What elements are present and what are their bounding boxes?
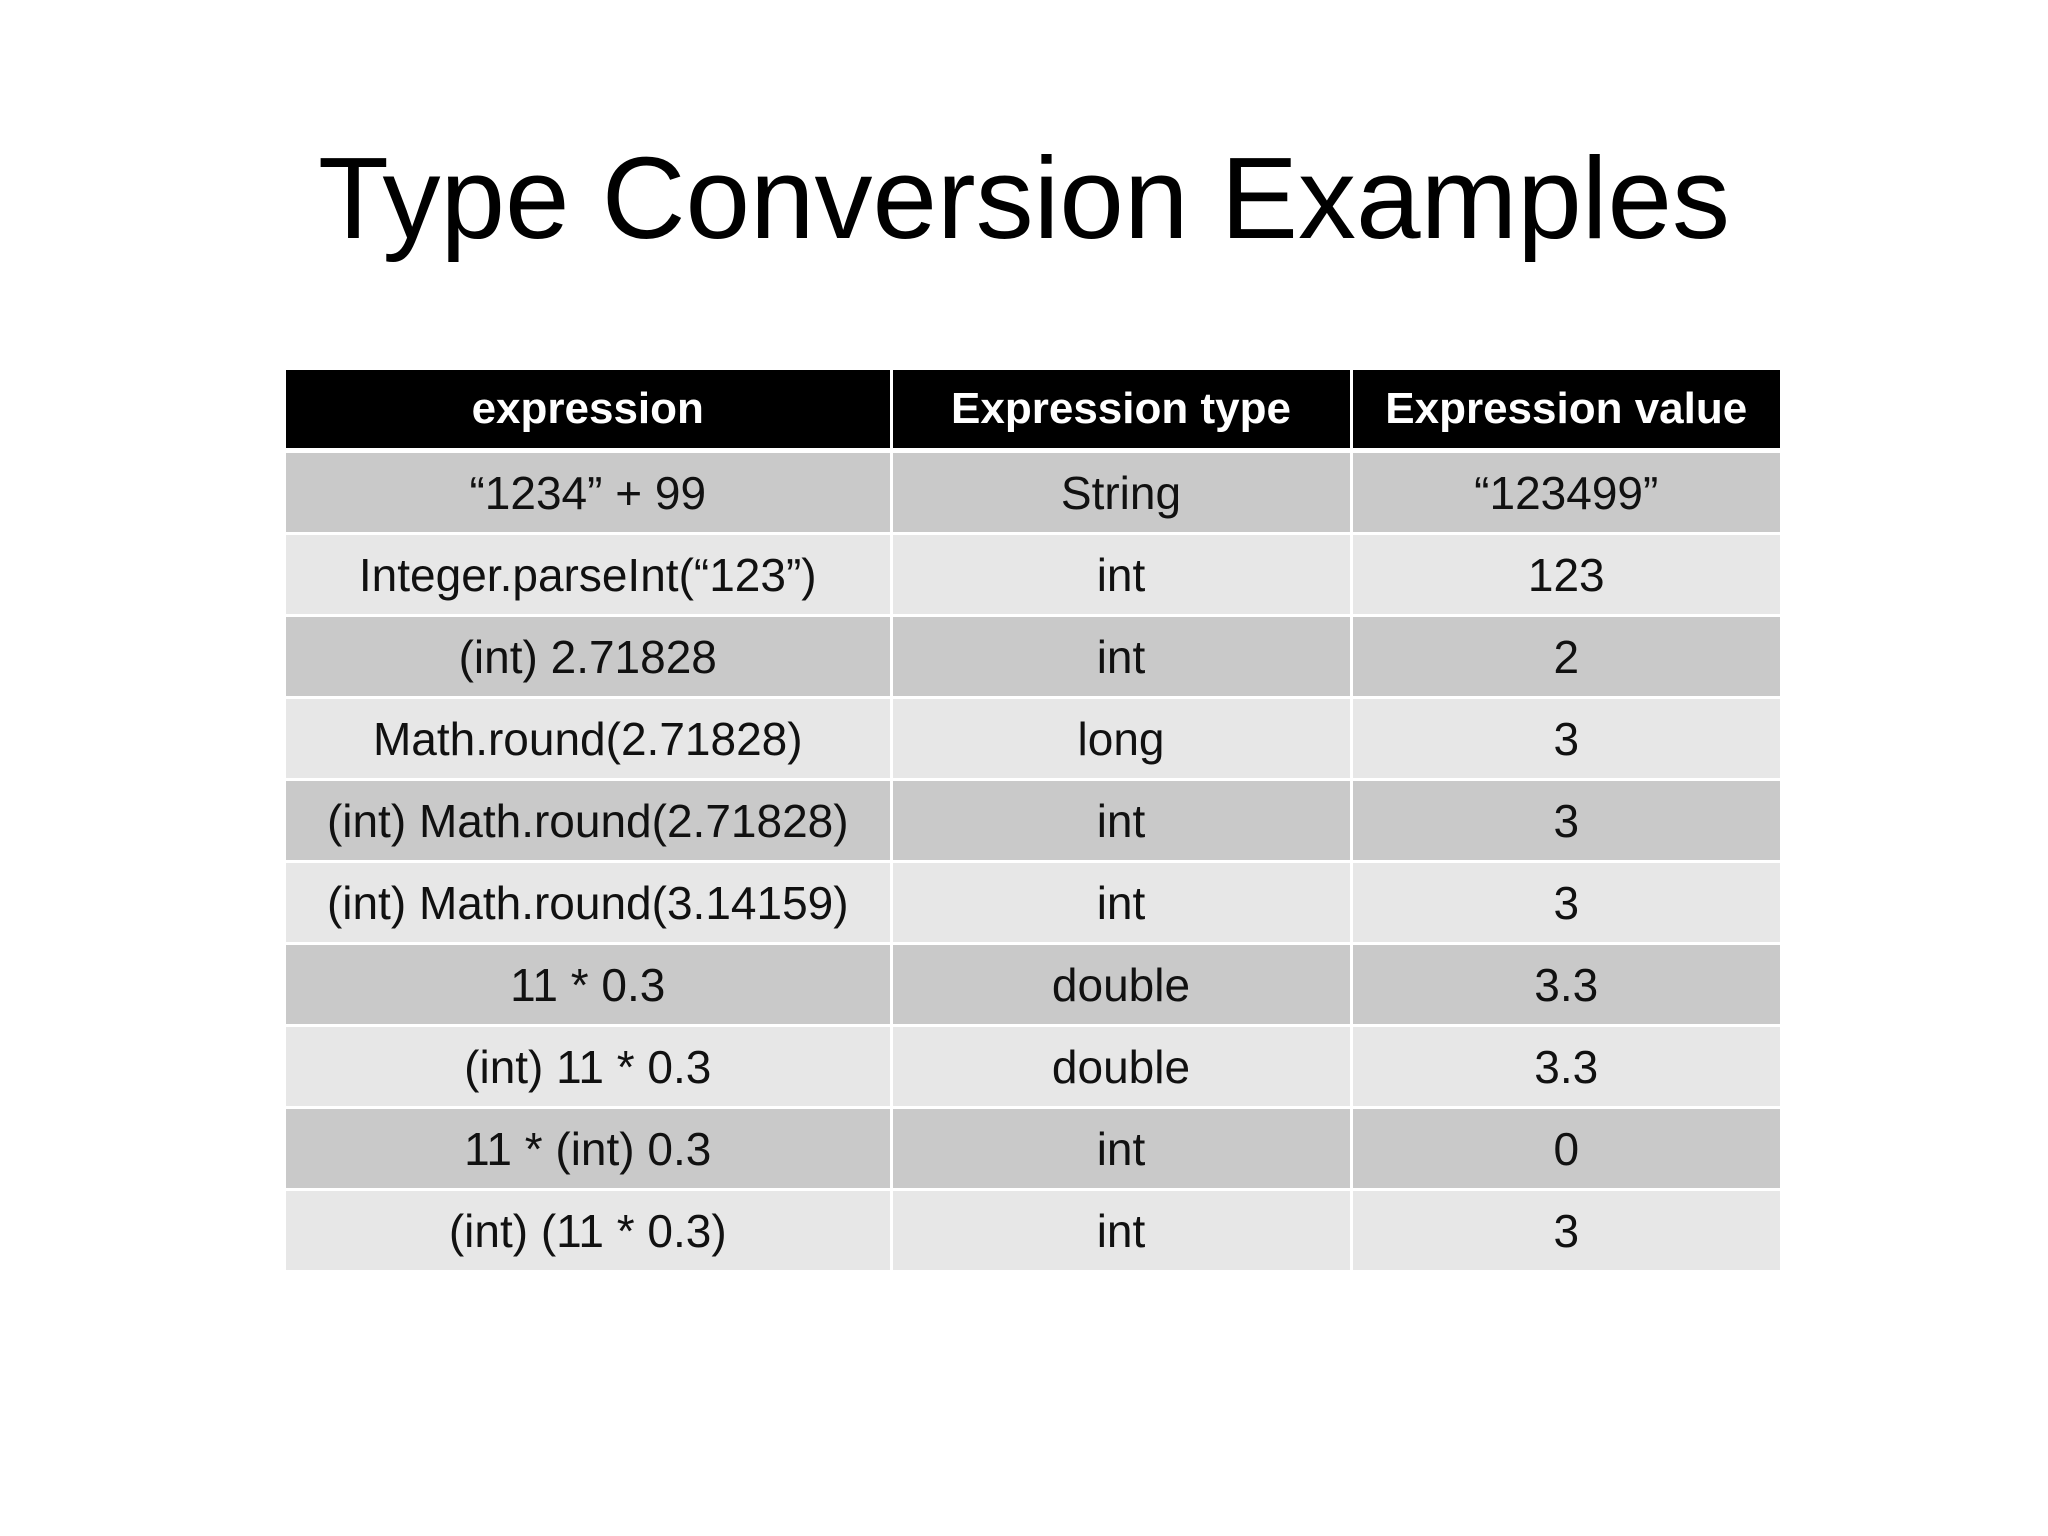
- header-row: [286, 370, 1780, 451]
- table-body: [286, 451, 1780, 1272]
- table-row: [286, 1190, 1780, 1272]
- header-expression-type: Expression type: [891, 370, 1351, 451]
- cell-value: 3.3: [1351, 1026, 1780, 1108]
- cell-value: 3: [1351, 780, 1780, 862]
- table-row: [286, 780, 1780, 862]
- cell-value: 123: [1351, 534, 1780, 616]
- cell-value: 2: [1351, 616, 1780, 698]
- cell-type: int: [891, 780, 1351, 862]
- cell-expression: 11 * (int) 0.3: [286, 1108, 891, 1190]
- cell-expression: (int) (11 * 0.3): [286, 1190, 891, 1272]
- table-row: [286, 616, 1780, 698]
- cell-value: 3: [1351, 698, 1780, 780]
- cell-value: “123499”: [1351, 451, 1780, 534]
- cell-value: 0: [1351, 1108, 1780, 1190]
- cell-value: 3: [1351, 862, 1780, 944]
- cell-type: double: [891, 944, 1351, 1026]
- cell-type: int: [891, 1190, 1351, 1272]
- table-row: [286, 534, 1780, 616]
- cell-expression: Math.round(2.71828): [286, 698, 891, 780]
- table-row: [286, 944, 1780, 1026]
- slide-title: Type Conversion Examples: [318, 133, 1730, 263]
- cell-type: long: [891, 698, 1351, 780]
- table-row: [286, 1026, 1780, 1108]
- header-expression-value: Expression value: [1351, 370, 1780, 451]
- cell-type: int: [891, 534, 1351, 616]
- conversion-table-container: [286, 370, 1780, 1273]
- cell-expression: 11 * 0.3: [286, 944, 891, 1026]
- table-row: [286, 698, 1780, 780]
- table-row: [286, 451, 1780, 534]
- cell-expression: (int) Math.round(2.71828): [286, 780, 891, 862]
- cell-expression: Integer.parseInt(“123”): [286, 534, 891, 616]
- cell-expression: (int) Math.round(3.14159): [286, 862, 891, 944]
- table-header: [286, 370, 1780, 451]
- cell-type: String: [891, 451, 1351, 534]
- cell-expression: (int) 11 * 0.3: [286, 1026, 891, 1108]
- conversion-table: [286, 370, 1780, 1273]
- cell-value: 3.3: [1351, 944, 1780, 1026]
- table-row: [286, 862, 1780, 944]
- cell-type: double: [891, 1026, 1351, 1108]
- cell-type: int: [891, 1108, 1351, 1190]
- cell-type: int: [891, 616, 1351, 698]
- header-expression: expression: [286, 370, 891, 451]
- cell-expression: (int) 2.71828: [286, 616, 891, 698]
- table-row: [286, 1108, 1780, 1190]
- cell-type: int: [891, 862, 1351, 944]
- cell-expression: “1234” + 99: [286, 451, 891, 534]
- cell-value: 3: [1351, 1190, 1780, 1272]
